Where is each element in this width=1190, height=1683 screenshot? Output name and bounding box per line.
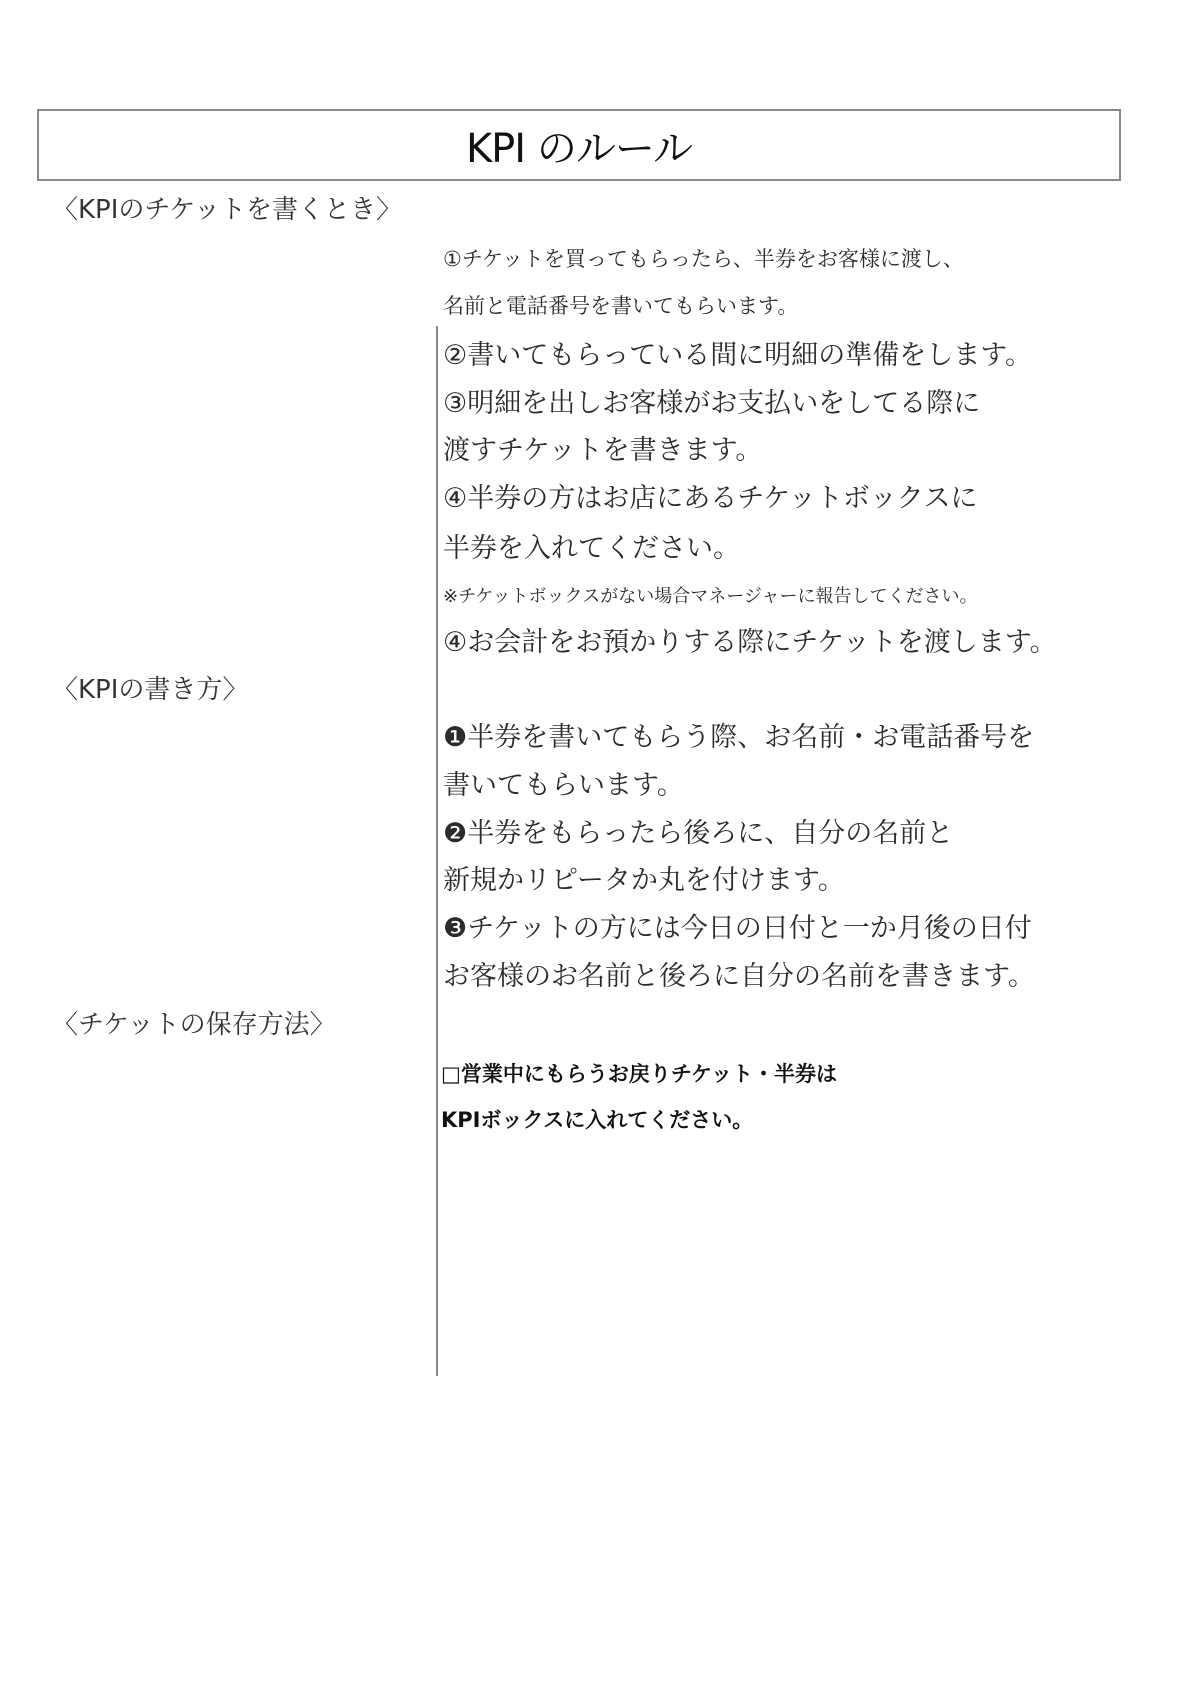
step-line: お客様のお名前と後ろに自分の名前を書きます。 bbox=[443, 961, 1035, 992]
storage-line: □営業中にもらうお戻りチケット・半券は bbox=[441, 1062, 837, 1086]
step-line: ❷半券をもらったら後ろに、自分の名前と bbox=[443, 818, 954, 849]
vertical-divider bbox=[436, 326, 438, 1376]
page-title: KPI のルール bbox=[465, 125, 693, 172]
step-line: 半券を入れてください。 bbox=[443, 533, 740, 564]
title-box bbox=[37, 109, 1121, 181]
step-line: ④お会計をお預かりする際にチケットを渡します。 bbox=[443, 627, 1057, 658]
step-line: ④半券の方はお店にあるチケットボックスに bbox=[443, 483, 978, 514]
step-line: 名前と電話番号を書いてもらいます。 bbox=[443, 294, 799, 318]
step-line: ②書いてもらっている間に明細の準備をします。 bbox=[443, 340, 1033, 371]
section-label-writing-tickets: 〈KPIのチケットを書くとき〉 bbox=[52, 195, 403, 225]
step-line: 書いてもらいます。 bbox=[443, 770, 684, 801]
note-line: ※チケットボックスがない場合マネージャーに報告してください。 bbox=[443, 586, 978, 607]
step-line: ①チケットを買ってもらったら、半券をお客様に渡し、 bbox=[443, 247, 964, 271]
step-line: 新規かリピータか丸を付けます。 bbox=[443, 865, 845, 896]
section-label-storage: 〈チケットの保存方法〉 bbox=[52, 1010, 336, 1040]
step-line: 渡すチケットを書きます。 bbox=[443, 435, 763, 466]
storage-line: KPIボックスに入れてください。 bbox=[441, 1108, 754, 1132]
step-line: ❸チケットの方には今日の日付と一か月後の日付 bbox=[443, 913, 1032, 944]
step-line: ③明細を出しお客様がお支払いをしてる際に bbox=[443, 388, 981, 419]
step-line: ❶半券を書いてもらう際、お名前・お電話番号を bbox=[443, 722, 1035, 753]
section-label-how-to-write: 〈KPIの書き方〉 bbox=[52, 675, 249, 705]
